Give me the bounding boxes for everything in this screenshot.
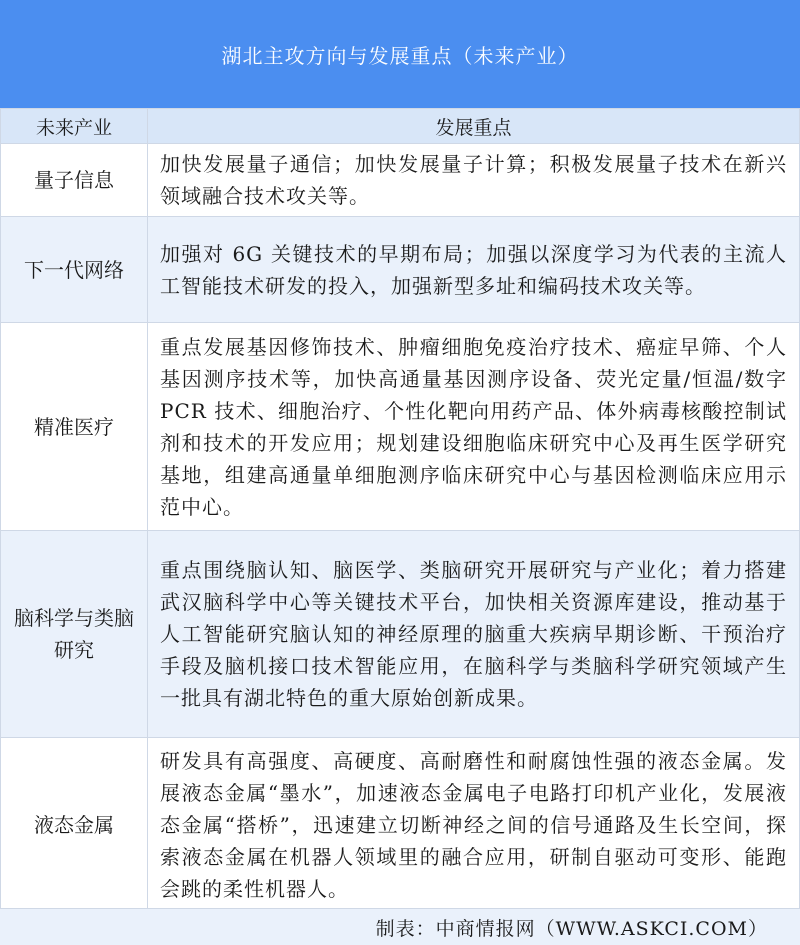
focus-cell: 加强对 6G 关键技术的早期布局；加强以深度学习为代表的主流人工智能技术研发的投入，加强新型多址和编码技术攻关等。: [148, 217, 800, 323]
table-row: [1, 144, 800, 217]
industry-cell: 下一代网络: [1, 217, 148, 323]
focus-cell: 研发具有高强度、高硬度、高耐磨性和耐腐蚀性强的液态金属。发展液态金属“墨水”，加速液态金属电子电路打印机产业化，发展液态金属“搭桥”，迅速建立切断神经之间的信号通路及生长空间，探索液态金属在机器人领域里的融合应用，研制自驱动可变形、能跑会跳的柔性机器人。: [148, 738, 800, 912]
focus-cell: 加快发展量子通信；加快发展量子计算；积极发展量子技术在新兴领域融合技术攻关等。: [148, 144, 800, 217]
focus-cell: 重点发展基因修饰技术、肿瘤细胞免疫治疗技术、癌症早筛、个人基因测序技术等，加快高通量基因测序设备、荧光定量/恒温/数字 PCR 技术、细胞治疗、个性化靶向用药产品、体外病毒核酸控制试剂和技术的开发应用；规划建设细胞临床研究中心及再生医学研究基地，组建高通量单细胞测序临床研究中心与基因检测临床应用示范中心。: [148, 323, 800, 531]
table-title-bar: [0, 0, 800, 108]
table-row: [1, 738, 800, 912]
header-industry: 未来产业: [1, 109, 148, 144]
focus-cell: 重点围绕脑认知、脑医学、类脑研究开展研究与产业化；着力搭建武汉脑科学中心等关键技术平台，加快相关资源库建设，推动基于人工智能研究脑认知的神经原理的脑重大疾病早期诊断、干预治疗手段及脑机接口技术智能应用，在脑科学与类脑科学研究领域产生一批具有湖北特色的重大原始创新成果。: [148, 531, 800, 738]
industry-cell: 量子信息: [1, 144, 148, 217]
industry-cell: 液态金属: [1, 738, 148, 912]
industry-table: [0, 108, 800, 912]
source-credit: 制表：中商情报网（WWW.ASKCI.COM）: [375, 917, 768, 940]
table-row: [1, 217, 800, 323]
table-title: 湖北主攻方向与发展重点（未来产业）: [221, 43, 579, 68]
industry-cell: 脑科学与类脑研究: [1, 531, 148, 738]
table-row: [1, 323, 800, 531]
header-focus: 发展重点: [148, 109, 800, 144]
source-footer: [0, 908, 800, 945]
table-row: [1, 531, 800, 738]
table-header-row: [1, 109, 800, 144]
industry-cell: 精准医疗: [1, 323, 148, 531]
